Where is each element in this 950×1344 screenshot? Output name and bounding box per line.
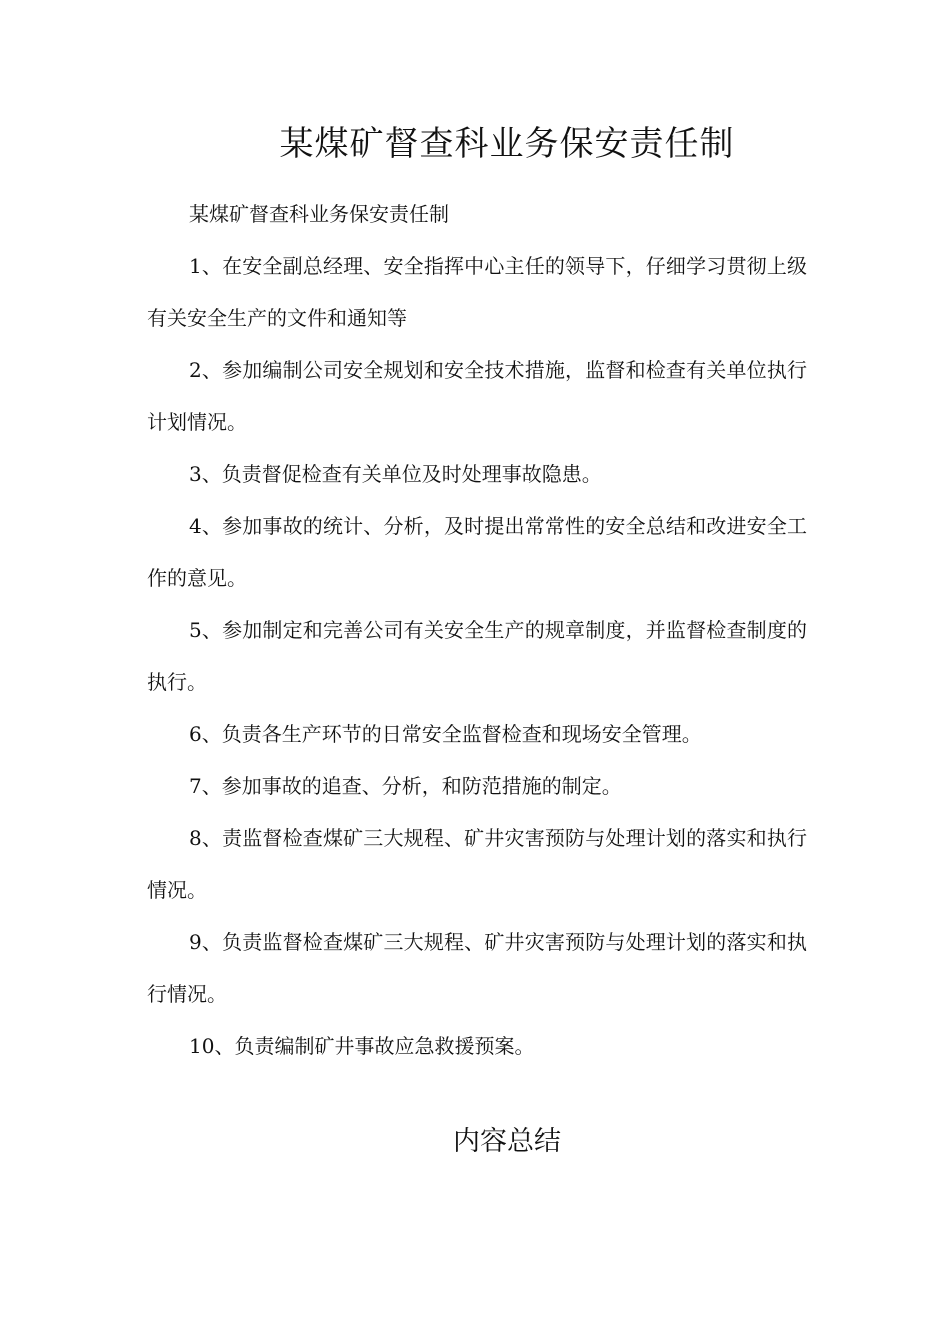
paragraph-subtitle: 某煤矿督查科业务保安责任制 [189,202,449,226]
paragraph-item-9: 9、负责监督检查煤矿三大规程、矿井灾害预防与处理计划的落实和执行情况。 [147,930,807,1006]
paragraph-item-6: 6、负责各生产环节的日常安全监督检查和现场安全管理。 [189,722,702,746]
paragraph-item-2: 2、参加编制公司安全规划和安全技术措施，监督和检查有关单位执行计划情况。 [147,358,807,434]
paragraph-item-1: 1、在安全副总经理、安全指挥中心主任的领导下，仔细学习贯彻上级有关安全生产的文件和通知等 [147,254,807,330]
paragraph-item-8: 8、责监督检查煤矿三大规程、矿井灾害预防与处理计划的落实和执行情况。 [147,826,807,902]
paragraph-item-7: 7、参加事故的追查、分析，和防范措施的制定。 [189,774,622,798]
paragraph-item-5: 5、参加制定和完善公司有关安全生产的规章制度，并监督检查制度的执行。 [147,618,807,694]
summary-heading: 内容总结 [453,1126,561,1157]
paragraph-item-3: 3、负责督促检查有关单位及时处理事故隐患。 [189,462,602,486]
document-body [147,188,807,1072]
paragraph-item-4: 4、参加事故的统计、分析，及时提出常常性的安全总结和改进安全工作的意见。 [147,514,807,590]
paragraph-item-10: 10、负责编制矿井事故应急救援预案。 [189,1034,535,1058]
document-title: 某煤矿督查科业务保安责任制 [279,124,735,164]
